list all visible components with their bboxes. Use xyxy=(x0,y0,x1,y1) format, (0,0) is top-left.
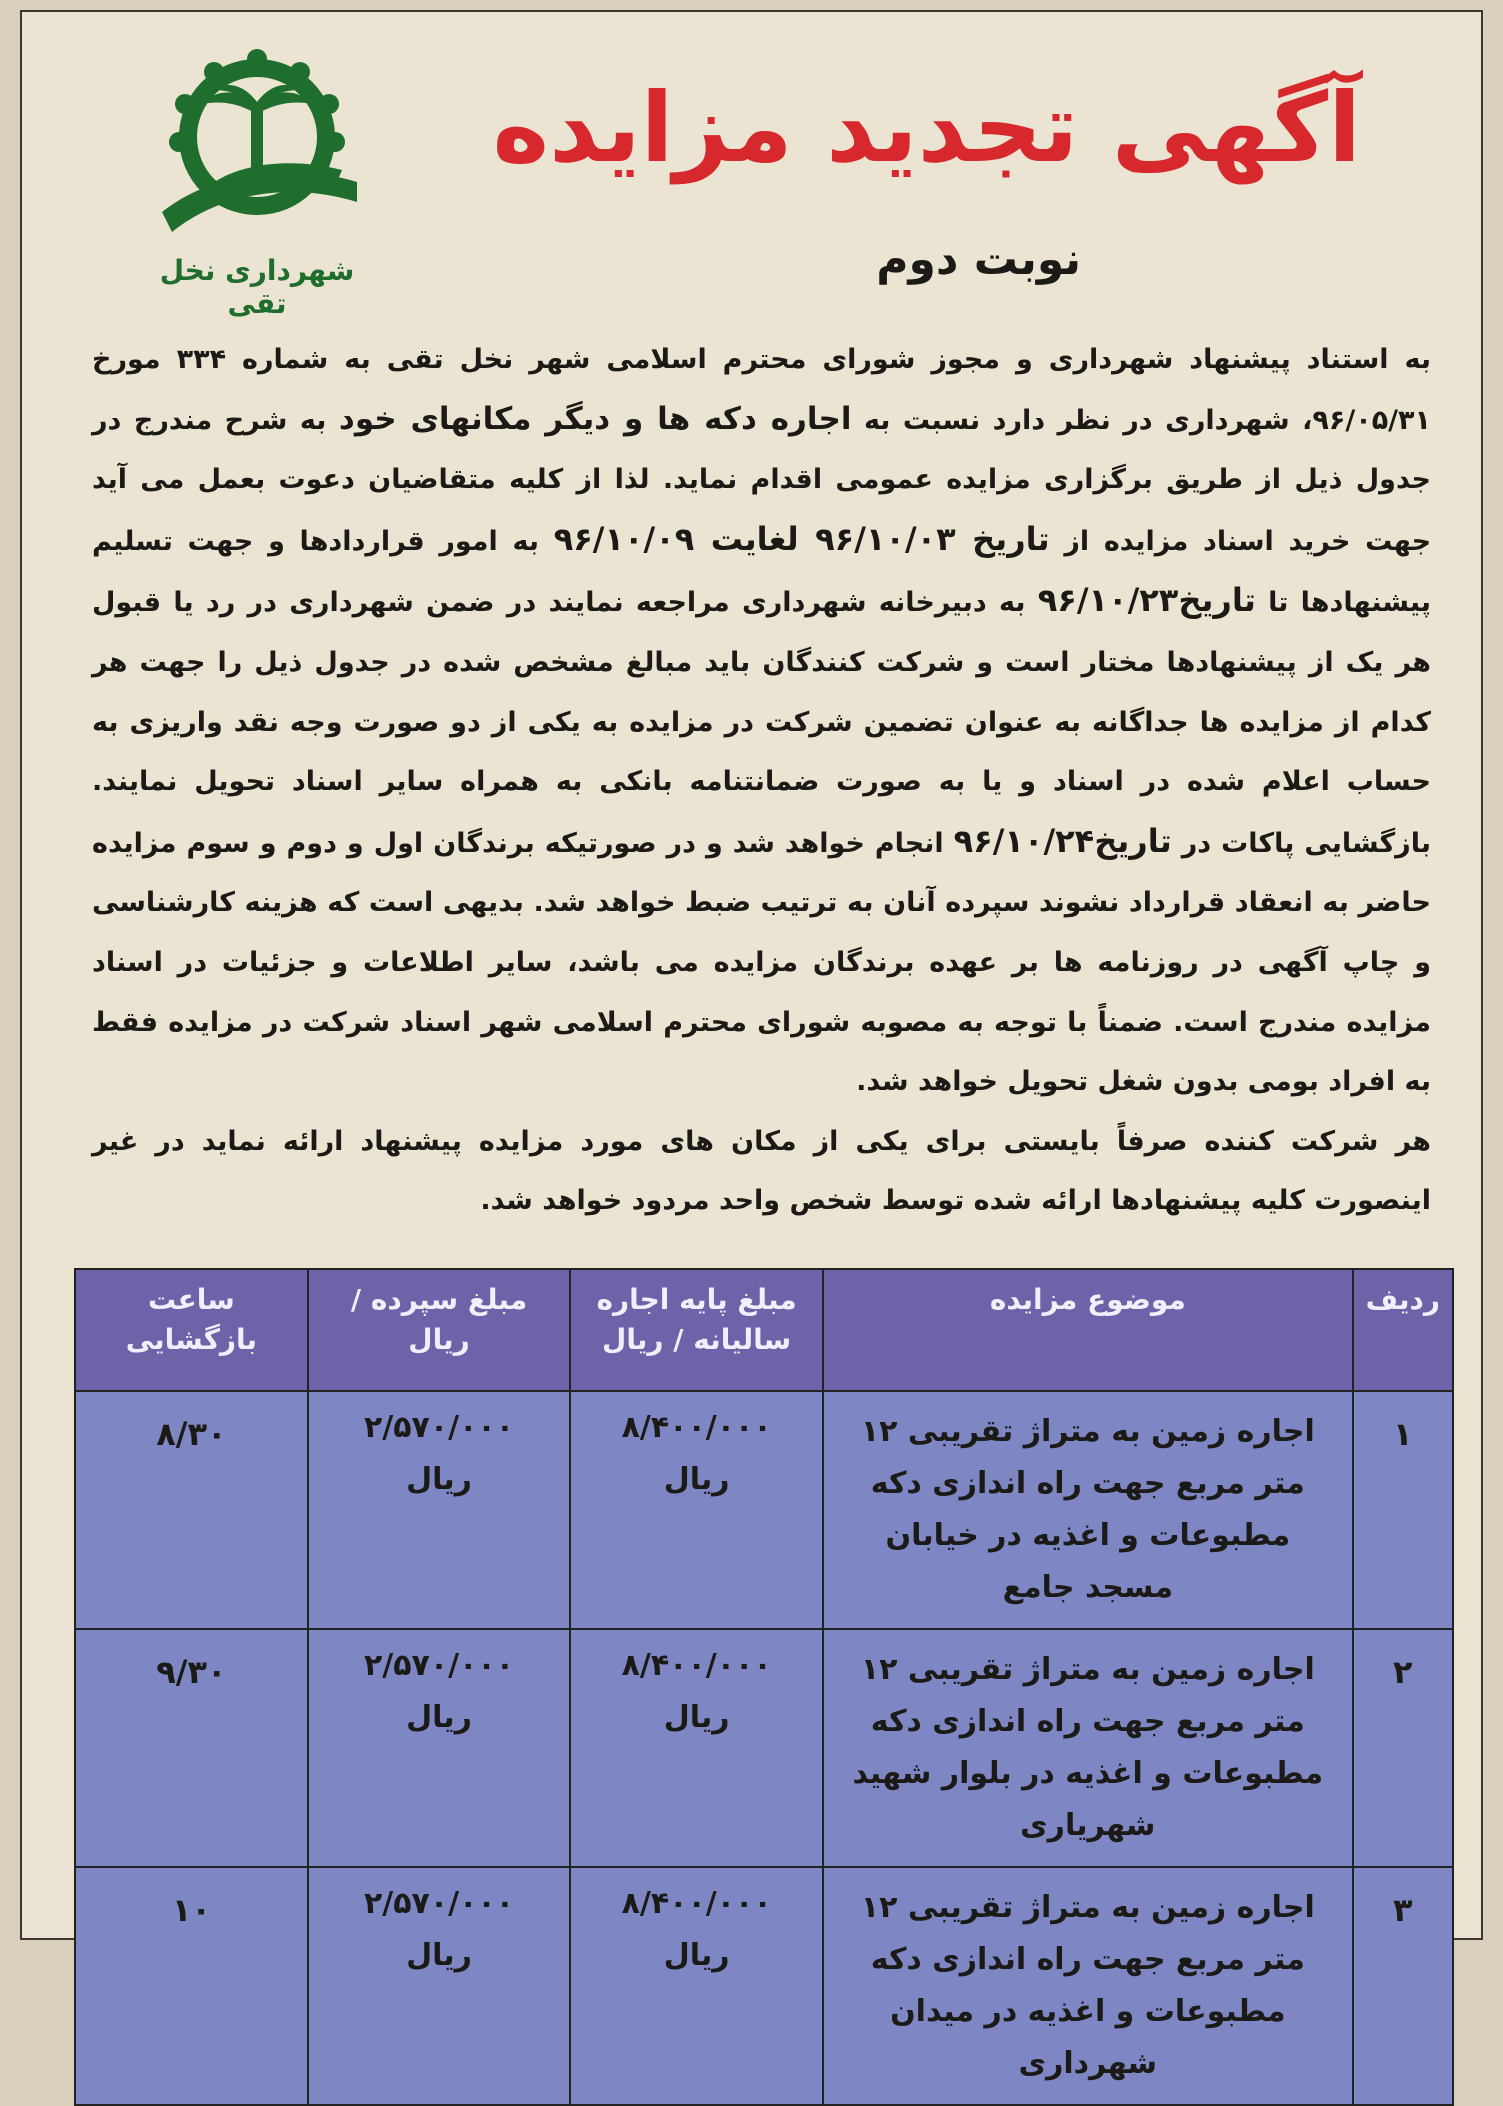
header-subject: موضوع مزایده xyxy=(823,1269,1353,1391)
header-opening-time: ساعت بازگشایی xyxy=(75,1269,308,1391)
body-paragraph-2: هر شرکت کننده صرفاً بایستی برای یکی از مکان های مورد مزایده پیشنهاد ارائه نماید در غیر اینصورت کلیه پیشنهادها ارائه شده توسط شخص واحد مردود خواهد شد. xyxy=(92,1125,1431,1217)
row-base-price: ۸/۴۰۰/۰۰۰ ریال xyxy=(570,1867,823,2105)
row-opening-time: ۱۰ xyxy=(75,1867,308,2105)
header-row-number: ردیف xyxy=(1353,1269,1453,1391)
row-subject: اجاره زمین به متراژ تقریبی ۱۲ متر مربع جهت راه اندازی دکه مطبوعات و اغذیه در میدان شهرداری xyxy=(823,1867,1353,2105)
auction-table xyxy=(74,1268,1454,2106)
row-deposit: ۲/۵۷۰/۰۰۰ ریال xyxy=(308,1867,570,2105)
table-row xyxy=(75,1629,1453,1867)
header-base-price: مبلغ پایه اجاره سالیانه / ریال xyxy=(570,1269,823,1391)
row-opening-time: ۸/۳۰ xyxy=(75,1391,308,1629)
purchase-date-range: تاریخ ۹۶/۱۰/۰۳ لغایت ۹۶/۱۰/۰۹ xyxy=(553,519,1050,558)
municipality-logo xyxy=(132,42,382,320)
table-header-row xyxy=(75,1269,1453,1391)
row-base-price: ۸/۴۰۰/۰۰۰ ریال xyxy=(570,1629,823,1867)
ad-title: آگهی تجدید مزایده xyxy=(492,72,1361,184)
rental-emphasis: اجاره دکه ها و دیگر مکانهای خود xyxy=(338,400,852,437)
ad-subtitle: نوبت دوم xyxy=(876,234,1081,285)
header-deposit: مبلغ سپرده / ریال xyxy=(308,1269,570,1391)
palm-tree-logo-icon xyxy=(142,42,372,252)
row-subject: اجاره زمین به متراژ تقریبی ۱۲ متر مربع جهت راه اندازی دکه مطبوعات و اغذیه در خیابان مسجد جامع xyxy=(823,1391,1353,1629)
row-opening-time: ۹/۳۰ xyxy=(75,1629,308,1867)
body-paragraph-1: به استناد پیشنهاد شهرداری و مجوز شورای محترم اسلامی شهر نخل تقی به شماره ۳۳۴ مورخ ۹۶/۰۵/۳۱، شهرداری در نظر دارد نسبت به اجاره دکه ها و دیگر مکانهای خود به شرح مندرج در جدول ذیل از طریق برگزاری مزایده عمومی اقدام نماید. لذا از کلیه متقاضیان دعوت بعمل می آید جهت خرید اسناد مزایده از تاریخ ۹۶/۱۰/۰۳ لغایت ۹۶/۱۰/۰۹ به امور قراردادها و جهت تسلیم پیشنهادها تا تاریخ۹۶/۱۰/۲۳ به دبیرخانه شهرداری مراجعه نمایند در ضمن شهرداری در رد یا قبول هر یک از پیشنهادها مختار است و شرکت کنندگان باید مبالغ مشخص شده در جدول ذیل را جهت هر کدام از مزایده ها جداگانه به عنوان تضمین شرکت در مزایده به یکی از دو صورت وجه نقد واریزی به حساب اعلام شده در اسناد و یا به صورت ضمانتنامه بانکی به همراه سایر اسناد تحویل نمایند. بازگشایی پاکات در تاریخ۹۶/۱۰/۲۴ انجام خواهد شد و در صورتیکه برندگان اول و دوم و سوم مزایده حاضر به انعقاد قرارداد نشوند سپرده آنان به ترتیب ضبط خواهد شد. بدیهی است که هزینه کارشناسی و چاپ آگهی در روزنامه ها بر عهده برندگان مزایده می باشد، سایر اطلاعات و جزئیات در اسناد مزایده مندرج است. ضمناً با توجه به مصوبه شورای محترم اسلامی شهر اسناد شرکت در مزایده فقط به افراد بومی بدون شغل تحویل خواهد شد. xyxy=(92,344,1432,1098)
ad-body xyxy=(92,330,1431,1231)
row-deposit: ۲/۵۷۰/۰۰۰ ریال xyxy=(308,1391,570,1629)
submission-deadline: تاریخ۹۶/۱۰/۲۳ xyxy=(1037,581,1256,620)
opening-date: تاریخ۹۶/۱۰/۲۴ xyxy=(953,821,1172,860)
advertisement-page xyxy=(20,10,1483,2081)
row-number: ۱ xyxy=(1353,1391,1453,1629)
row-number: ۲ xyxy=(1353,1629,1453,1867)
table-row xyxy=(75,1867,1453,2105)
row-base-price: ۸/۴۰۰/۰۰۰ ریال xyxy=(570,1391,823,1629)
row-number: ۳ xyxy=(1353,1867,1453,2105)
table-row xyxy=(75,1391,1453,1629)
logo-caption: شهرداری نخل تقی xyxy=(159,254,355,320)
row-deposit: ۲/۵۷۰/۰۰۰ ریال xyxy=(308,1629,570,1867)
row-subject: اجاره زمین به متراژ تقریبی ۱۲ متر مربع جهت راه اندازی دکه مطبوعات و اغذیه در بلوار شهید شهریاری xyxy=(823,1629,1353,1867)
